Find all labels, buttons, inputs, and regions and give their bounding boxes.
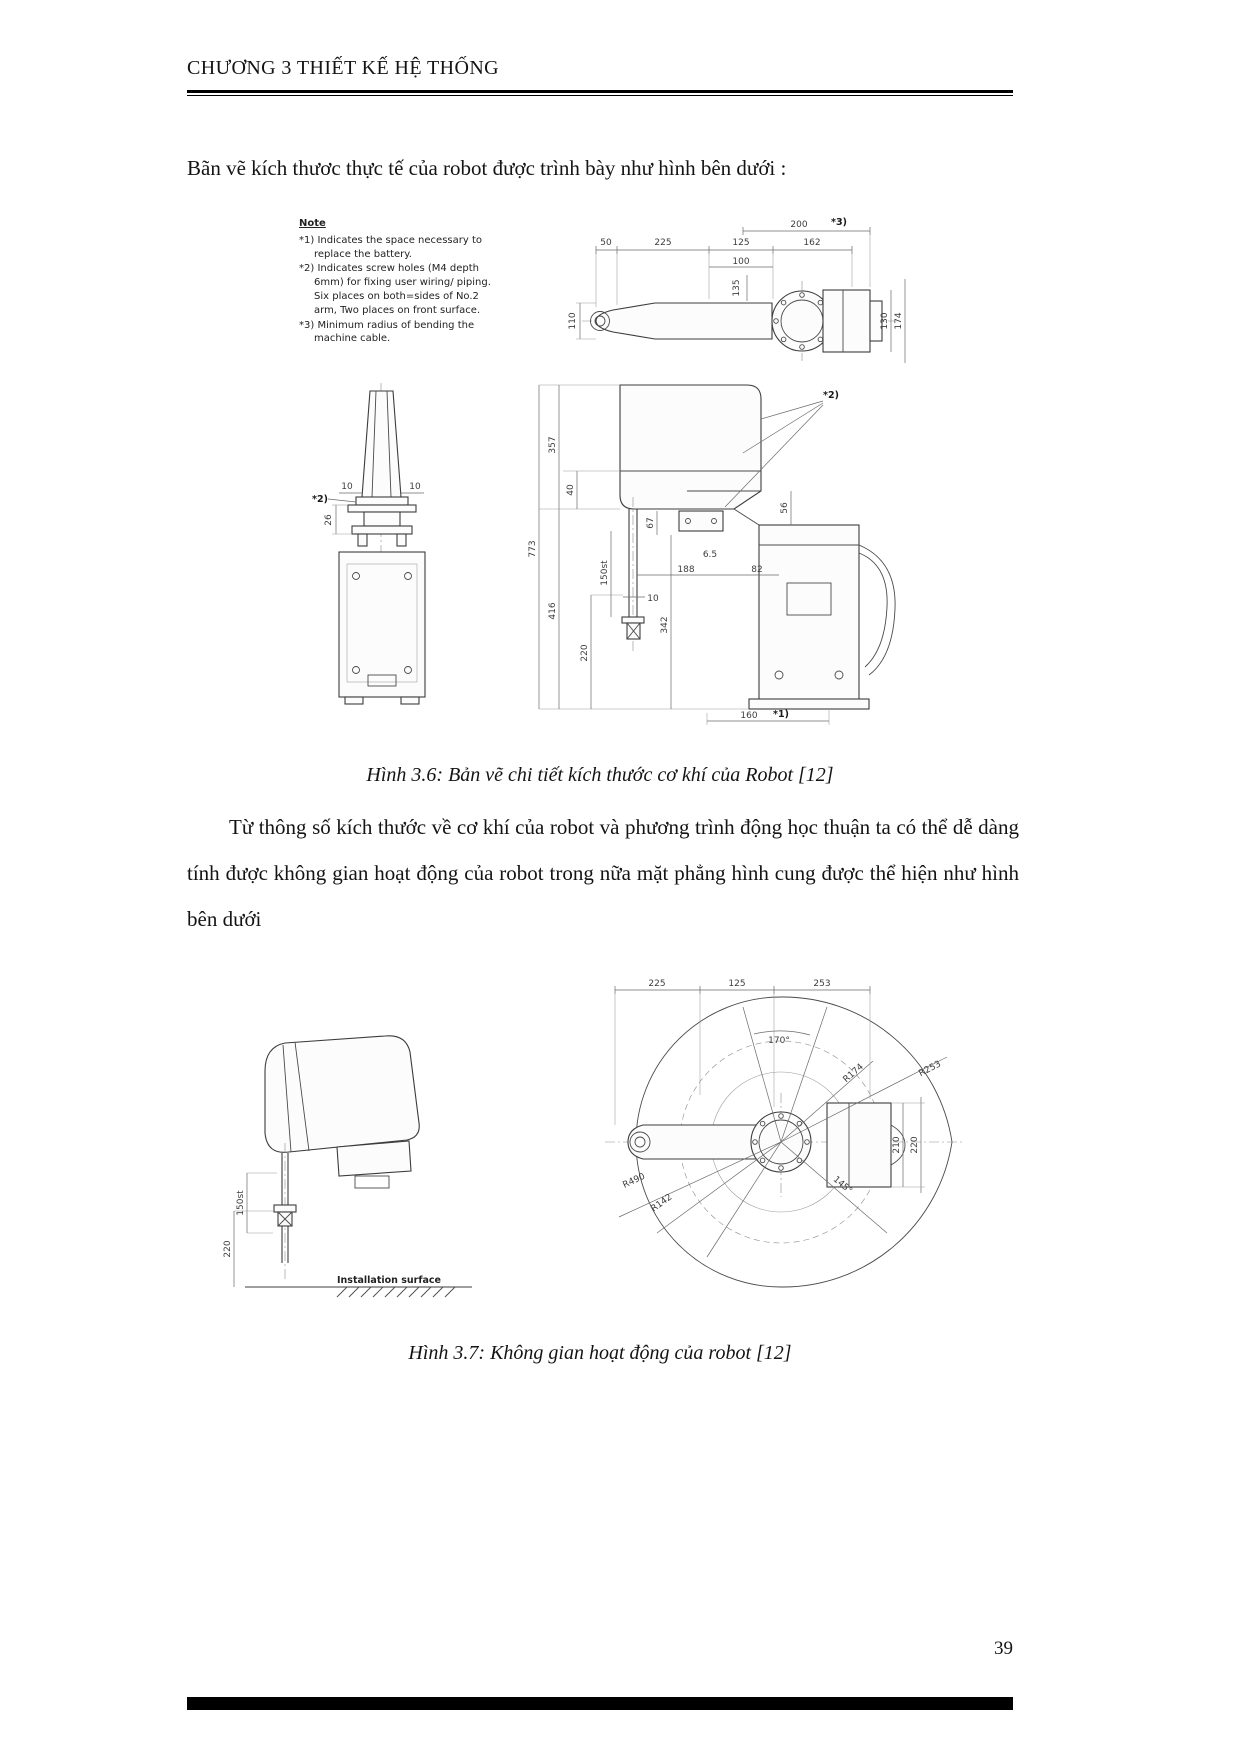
dim-label: 174 bbox=[894, 312, 904, 330]
note-ref-label: *2) bbox=[312, 494, 328, 505]
figure-3-7 bbox=[187, 975, 1013, 1315]
dim-label: 125 bbox=[732, 238, 750, 248]
figure-3-7-drawing bbox=[187, 975, 1013, 1315]
note-item-1: *1) Indicates the space necessary to replace the battery. bbox=[299, 234, 482, 260]
dim-label: 210 bbox=[892, 1136, 902, 1154]
dim-label: 125 bbox=[728, 979, 746, 989]
dim-label: 253 bbox=[813, 979, 831, 989]
dim-label: 220 bbox=[223, 1240, 233, 1258]
radius-label: R142 bbox=[649, 1192, 675, 1215]
ground-hatching bbox=[337, 1287, 455, 1297]
note-ref-label: *1) bbox=[773, 709, 789, 720]
radius-label: R174 bbox=[841, 1062, 866, 1085]
dim-label: 357 bbox=[548, 436, 558, 454]
top-view-workspace bbox=[605, 979, 965, 1287]
dim-label: 220 bbox=[580, 644, 590, 662]
figure-3-6-caption: Hình 3.6: Bản vẽ chi tiết kích thước cơ khí của Robot [12] bbox=[366, 764, 834, 786]
intro-paragraph: Bãn vẽ kích thươc thực tế của robot được trình bày như hình bên dưới : bbox=[187, 156, 787, 180]
chapter-header: CHƯƠNG 3 THIẾT KẾ HỆ THỐNG bbox=[187, 57, 500, 79]
header-rule bbox=[187, 90, 1013, 96]
dim-label: 773 bbox=[528, 540, 538, 558]
dim-label: 160 bbox=[740, 711, 758, 721]
dim-label: 6.5 bbox=[702, 550, 718, 560]
dim-label: 150st bbox=[236, 1190, 246, 1216]
dim-label: 10 bbox=[409, 482, 421, 492]
radius-label: R253 bbox=[917, 1059, 943, 1079]
dim-label: 342 bbox=[660, 616, 670, 634]
dim-label: 225 bbox=[654, 238, 672, 248]
angle-label: 145° bbox=[830, 1174, 854, 1197]
dim-label: 162 bbox=[803, 238, 821, 248]
note-item-3: *3) Minimum radius of bending the machine cable. bbox=[299, 319, 475, 345]
dim-label: 10 bbox=[341, 482, 353, 492]
dim-label: 188 bbox=[677, 565, 695, 575]
dim-label: 150st bbox=[600, 560, 610, 586]
dim-label: 56 bbox=[780, 502, 790, 514]
dim-label: 26 bbox=[324, 514, 334, 526]
footer-bar bbox=[187, 1697, 1013, 1710]
dim-label: 225 bbox=[648, 979, 666, 989]
side-view-drawing bbox=[528, 385, 895, 725]
dim-label: 416 bbox=[548, 602, 558, 620]
drawing-notes bbox=[299, 217, 491, 347]
dim-label: 135 bbox=[732, 279, 742, 297]
note-ref-label: *3) bbox=[831, 217, 847, 228]
dim-label: 67 bbox=[646, 517, 656, 529]
figure-3-6 bbox=[187, 205, 1013, 745]
dim-label: 220 bbox=[910, 1136, 920, 1154]
figure-3-7-caption: Hình 3.7: Không gian hoạt động của robot [12] bbox=[408, 1342, 792, 1364]
note-ref-label: *2) bbox=[823, 390, 839, 401]
dim-label: 200 bbox=[790, 220, 808, 230]
dim-label: 100 bbox=[732, 257, 750, 267]
dim-label: 10 bbox=[647, 594, 659, 604]
body-paragraph: Từ thông số kích thước về cơ khí của robot và phương trình động học thuận ta có thể dễ dàng tính được không gian hoạt động của robot trong nữa mặt phẳng hình cung được thể hiện như hình bên dưới bbox=[187, 815, 1019, 932]
dim-label: 110 bbox=[568, 312, 578, 330]
angle-label: 170° bbox=[768, 1036, 790, 1046]
radius-label: R490 bbox=[621, 1171, 647, 1191]
dim-label: 50 bbox=[600, 238, 612, 248]
dim-label: 40 bbox=[566, 484, 576, 496]
note-item-2: *2) Indicates screw holes (M4 depth 6mm) for fixing user wiring/ piping. Six places on both=sides of No.2 arm, Two places on front surface. bbox=[299, 263, 491, 316]
dim-label: 82 bbox=[751, 565, 763, 575]
dim-label: 130 bbox=[880, 312, 890, 330]
side-view-robot bbox=[223, 1036, 472, 1297]
installation-surface-label: Installation surface bbox=[337, 1275, 441, 1286]
note-title: Note bbox=[299, 218, 326, 229]
page-number: 39 bbox=[994, 1638, 1013, 1659]
front-view-drawing bbox=[312, 383, 425, 704]
top-view-drawing bbox=[568, 217, 905, 363]
